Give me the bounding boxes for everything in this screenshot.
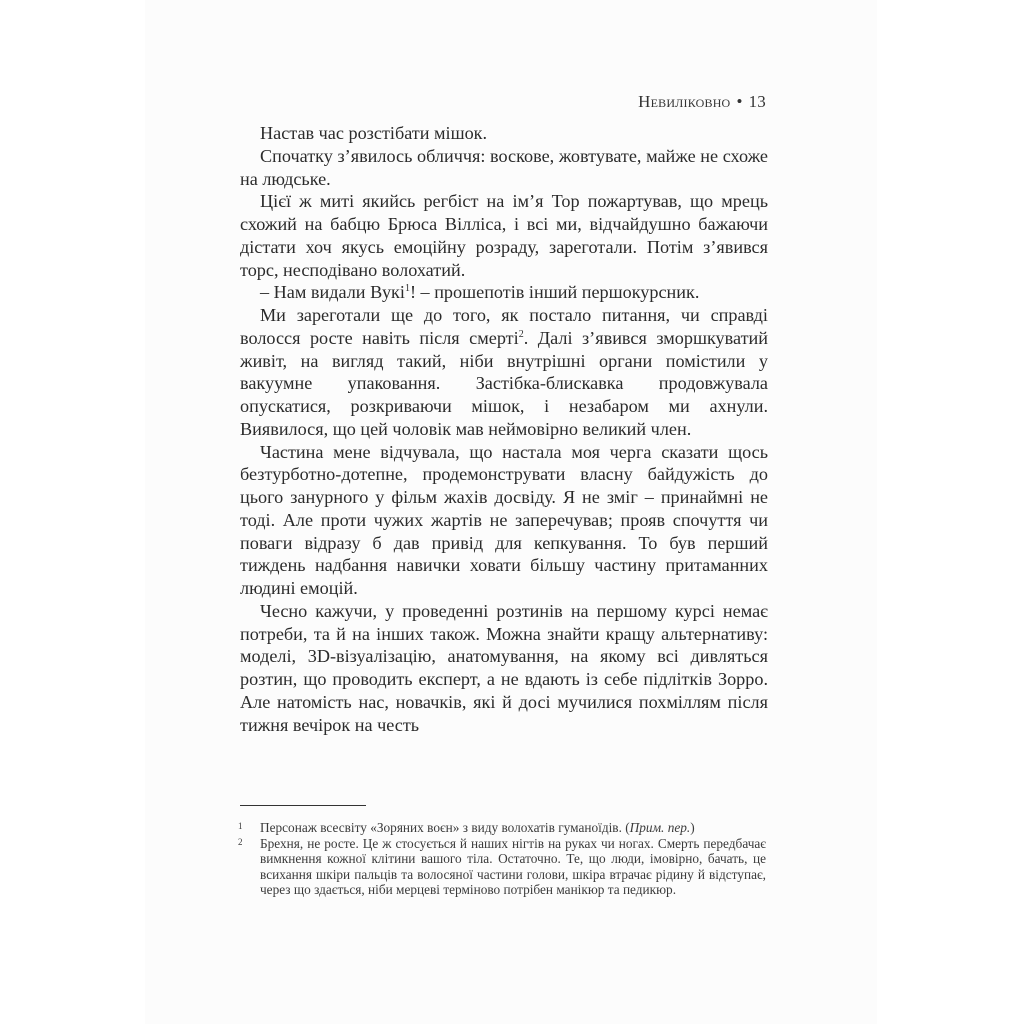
running-head <box>240 92 766 112</box>
paragraph: Частина мене відчувала, що настала моя черга сказати щось безтурботно-дотепне, продемонструвати власну байдужість до цього занурного у фільм жахів досвіду. Я не зміг – принаймні не тоді. Але проти чужих жартів не заперечував; прояв спочуття чи поваги відразу б дав привід для кепкування. То був перший тиждень надбання навички ховати більшу частину притаманних людині емоцій. <box>240 441 768 598</box>
paragraph-text: Ми зареготали ще до того, як постало питання, чи справді волосся росте навіть після смерті <box>240 305 768 348</box>
footnote-text: Брехня, не росте. Це ж стосується й наших нігтів на руках чи ногах. Смерть передбачає вимкнення кожної клітини вашого тіла. Остаточно. Те, що люди, імовірно, бачать, це всихання шкіри пальців та волосяної частини голови, шкіра втрачає рідину й відступає, через що здається, ніби мерцеві терміново потрібен манікюр та педикюр. <box>260 835 766 898</box>
body-text <box>240 122 768 736</box>
translator-note: Прим. пер. <box>629 820 691 835</box>
page-number: 13 <box>748 92 766 111</box>
paragraph: Спочатку з’явилось обличчя: воскове, жовтувате, майже не схоже на людське. <box>240 145 768 189</box>
footnote-ref-2[interactable]: 2 <box>518 328 524 340</box>
footnote-number: 1 <box>238 821 243 831</box>
paragraph: Настав час розстібати мішок. <box>260 123 488 143</box>
footnote-divider <box>240 805 366 806</box>
paragraph <box>240 304 768 441</box>
paragraph: Чесно кажучи, у проведенні розтинів на першому курсі немає потреби, та й на інших також. Можна знайти кращу альтернативу: моделі, 3D-візуалізацію, анатомування, на якому всі дивляться розтин, що проводить експерт, а не вдають із себе підлітків Зорро. Але натомість нас, новачків, які й досі мучилися похміллям після тижня вечірок на честь <box>240 600 768 735</box>
footnote-1 <box>236 820 766 836</box>
footnote-body: Персонаж всесвіту «Зоряних воєн» з виду волохатів гуманоїдів. ( <box>260 820 630 835</box>
running-head-title: Невиліковно <box>638 92 731 111</box>
footnote-ref-1[interactable]: 1 <box>404 283 410 295</box>
footnote-2 <box>236 836 766 898</box>
paragraph: Цієї ж миті якийсь регбіст на ім’я Тор пожартував, що мрець схожий на бабцю Брюса Вілліса, і всі ми, відчайдушно бажаючи дістати хоч якусь емоційну розраду, зареготали. Потім з’явився торс, несподівано волохатий. <box>240 191 768 280</box>
footnote-number: 2 <box>238 836 243 847</box>
footnotes <box>236 820 766 898</box>
paragraph-text: ! – прошепотів інший першокурсник. <box>409 282 700 303</box>
paragraph <box>240 281 768 304</box>
footnote-text <box>260 820 766 836</box>
paragraph-text: . Далі з’явився зморшкуватий живіт, на вигляд такий, ніби внутрішні органи помістили у вакуумне упаковання. Застібка-блискавка продовжувала опускатися, розкриваючи мішок, і незабаром ми ахнули. Виявилося, що цей чоловік мав неймовірно великий член. <box>240 327 769 439</box>
footnote-close: ) <box>690 820 695 835</box>
paragraph-text: – Нам видали Вукі <box>260 282 405 303</box>
running-head-separator: • <box>736 92 743 111</box>
